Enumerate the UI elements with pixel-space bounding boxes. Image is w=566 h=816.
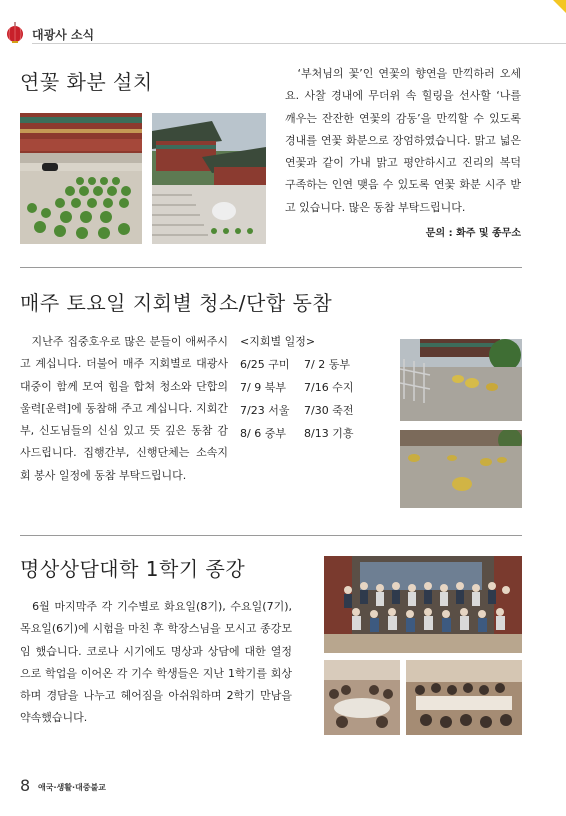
cleaning-photo-1 bbox=[400, 339, 522, 421]
schedule-list bbox=[240, 353, 380, 445]
section3-title: 명상상담대학 1학기 종강 bbox=[20, 557, 246, 581]
page-number: 8 bbox=[20, 776, 31, 795]
section1-body: ‘부처님의 꽃’인 연꽃의 향연을 만끽하러 오세요. 사찰 경내에 무더위 속 힐링을 선사할 ‘나를 깨우는 잔잔한 연꽃의 감동’을 만끽할 수 있도록 경내를 연꽃 화분으로 장엄하였습니다. 맑고 넓은 연꽃과 같이 가내 맑고 평안하시고 진리의 복덕 구족하는 인연 맺음 수 있도록 연꽃 화분 시주 받고 있습니다. 많은 동참 부탁드립니다. bbox=[285, 67, 521, 214]
schedule-date: 7/23 서울 bbox=[240, 404, 290, 417]
schedule-row bbox=[240, 399, 380, 422]
schedule-row bbox=[240, 353, 380, 376]
dinner-photo-2 bbox=[406, 660, 522, 735]
graduation-group-photo bbox=[324, 556, 522, 653]
footer-slogan: 애국·생활·대중불교 bbox=[38, 783, 106, 792]
schedule-date: 7/ 9 북부 bbox=[240, 381, 286, 394]
cleaning-photo-2 bbox=[400, 430, 522, 508]
schedule-title: <지회별 일정> bbox=[240, 335, 316, 348]
dinner-photo-1 bbox=[324, 660, 400, 735]
header-label: 대광사 소식 bbox=[32, 28, 95, 42]
header-rule bbox=[32, 43, 566, 44]
temple-lotus-photo bbox=[152, 113, 266, 244]
corner-decoration bbox=[553, 0, 566, 13]
section1-contact: 문의 : 화주 및 종무소 bbox=[425, 228, 521, 239]
section2-body: 지난주 집중호우로 많은 분들이 애써주시고 계십니다. 더불어 매주 지회별로 대광사 대중이 함께 모여 힘을 합쳐 청소와 단합의 울력[운력]에 동참해 주고 계십니다. 지회간부, 신도님들의 신심 있고 뜻 깊은 동참 감사드립니다. 집행간부, 신행단체는 소속지회 봉사 일정에 동참 부탁드립니다. bbox=[20, 335, 228, 482]
section2-title: 매주 토요일 지회별 청소/단합 동참 bbox=[20, 291, 333, 315]
section-divider-1 bbox=[20, 267, 522, 268]
section3-body: 6월 마지막주 각 기수별로 화요일(8기), 수요일(7기), 목요일(6기)에 시험을 마친 후 학장스님을 모시고 종강모임 했습니다. 코로나 시기에도 명상과 상담에 대한 열정으로 학업을 이어온 각 기수 학생들은 지난 1학기를 회상하며 경담을 나누고 헤어짐을 아쉬워하며 2학기 만남을 약속했습니다. bbox=[20, 600, 292, 725]
section1-title: 연꽃 화분 설치 bbox=[20, 70, 153, 94]
lantern-icon bbox=[6, 22, 24, 44]
schedule-date: 8/13 기흥 bbox=[304, 427, 354, 440]
schedule-date: 6/25 구미 bbox=[240, 358, 290, 371]
schedule-date: 7/30 죽전 bbox=[304, 404, 354, 417]
schedule-date: 7/16 수지 bbox=[304, 381, 354, 394]
section-divider-2 bbox=[20, 535, 522, 536]
schedule-date: 8/ 6 중부 bbox=[240, 427, 286, 440]
schedule-row bbox=[240, 376, 380, 399]
schedule-date: 7/ 2 동부 bbox=[304, 358, 350, 371]
lotus-courtyard-photo bbox=[20, 113, 142, 244]
schedule-row bbox=[240, 422, 380, 445]
